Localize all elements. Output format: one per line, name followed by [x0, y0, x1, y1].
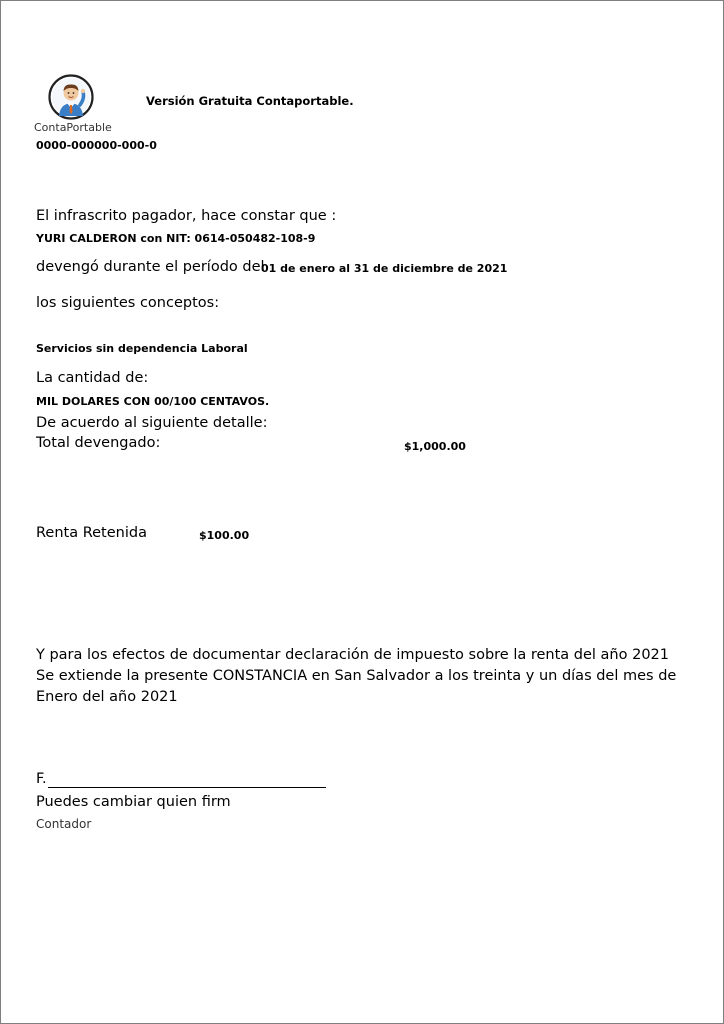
concepts-label: los siguientes conceptos: [36, 295, 220, 311]
total-label: Total devengado: [36, 435, 161, 451]
version-notice: Versión Gratuita Contaportable. [146, 94, 354, 108]
amount-label: La cantidad de: [36, 370, 149, 386]
signer-role: Contador [36, 817, 92, 831]
document-code: 0000-000000-000-0 [36, 139, 157, 152]
signature-prefix: F. [36, 771, 47, 787]
intro-text: El infrascrito pagador, hace constar que : [36, 208, 337, 224]
payee-text: YURI CALDERON con NIT: 0614-050482-108-9 [36, 232, 316, 245]
total-value: $1,000.00 [404, 440, 466, 453]
closing-paragraph: Y para los efectos de documentar declaración de impuesto sobre la renta del año 2021 Se extiende la presente CONSTANCIA en San Salvador a los treinta y un días del mes de Enero del año 2021 [36, 647, 677, 705]
concept-text: Servicios sin dependencia Laboral [36, 342, 248, 355]
retention-label: Renta Retenida [36, 525, 147, 541]
signature-line [48, 787, 326, 788]
logo-caption: ContaPortable [34, 121, 112, 134]
period-label: devengó durante el período del [36, 259, 265, 275]
person-avatar-icon [48, 74, 94, 120]
signer-name: Puedes cambiar quien firm [36, 794, 231, 810]
period-value: 01 de enero al 31 de diciembre de 2021 [261, 262, 508, 275]
detail-label: De acuerdo al siguiente detalle: [36, 415, 268, 431]
retention-value: $100.00 [199, 529, 250, 542]
amount-words: MIL DOLARES CON 00/100 CENTAVOS. [36, 395, 270, 408]
